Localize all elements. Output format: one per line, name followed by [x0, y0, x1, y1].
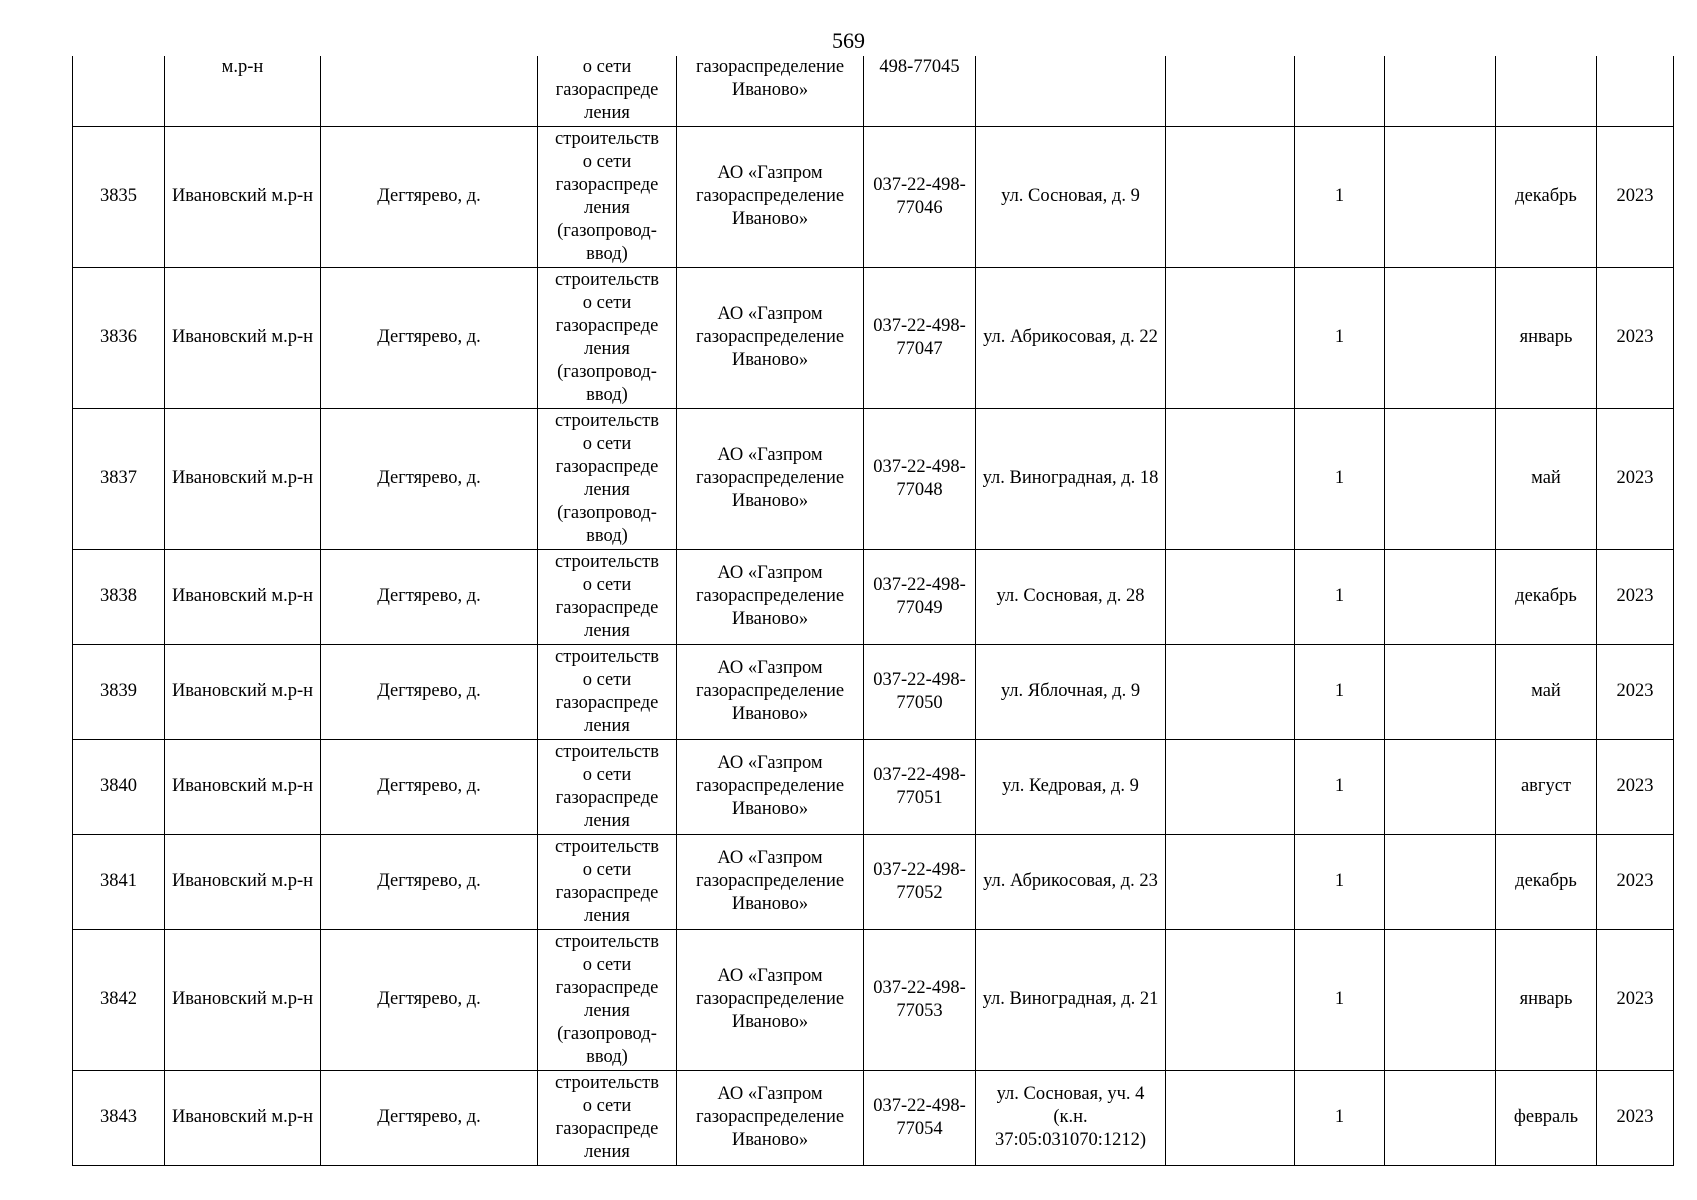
cell-work: строительств о сети газораспреде ления [538, 834, 677, 929]
cell-organization: АО «Газпром газораспределение Иваново» [677, 644, 864, 739]
cell-num: 3839 [73, 644, 165, 739]
cell-empty1 [1166, 126, 1295, 267]
cell-district: Ивановский м.р-н [165, 929, 321, 1070]
cell-code: 037-22-498-77046 [864, 126, 976, 267]
cell-district: Ивановский м.р-н [165, 739, 321, 834]
cell-empty2 [1385, 644, 1496, 739]
cell-count: 1 [1295, 644, 1385, 739]
cell-district: Ивановский м.р-н [165, 267, 321, 408]
cell-num: 3838 [73, 549, 165, 644]
cell-empty1 [1166, 267, 1295, 408]
cell-empty1 [1166, 739, 1295, 834]
cell-work: строительств о сети газораспреде ления [538, 1070, 677, 1165]
cell-organization: АО «Газпром газораспределение Иваново» [677, 1070, 864, 1165]
cell-code: 037-22-498-77047 [864, 267, 976, 408]
cell-empty1 [1166, 1070, 1295, 1165]
cell-month: май [1496, 408, 1597, 549]
cell-month: январь [1496, 929, 1597, 1070]
cell-count: 1 [1295, 549, 1385, 644]
cell-locality: Дегтярево, д. [321, 1070, 538, 1165]
cell-organization: АО «Газпром газораспределение Иваново» [677, 126, 864, 267]
cell-year: 2023 [1597, 126, 1674, 267]
cell-locality: Дегтярево, д. [321, 549, 538, 644]
cell-work: строительств о сети газораспреде ления (газопровод- ввод) [538, 408, 677, 549]
page-number: 569 [832, 28, 865, 53]
cell-code: 498-77045 [864, 56, 976, 126]
cell-empty1 [1166, 834, 1295, 929]
cell-address: ул. Сосновая, д. 9 [976, 126, 1166, 267]
cell-num: 3841 [73, 834, 165, 929]
cell-locality: Дегтярево, д. [321, 126, 538, 267]
cell-empty1 [1166, 929, 1295, 1070]
cell-address: ул. Виноградная, д. 18 [976, 408, 1166, 549]
cell-empty2 [1385, 267, 1496, 408]
cell-locality: Дегтярево, д. [321, 834, 538, 929]
cell-organization: АО «Газпром газораспределение Иваново» [677, 739, 864, 834]
cell-organization: АО «Газпром газораспределение Иваново» [677, 267, 864, 408]
cell-work: строительств о сети газораспреде ления (газопровод- ввод) [538, 126, 677, 267]
cell-num: 3842 [73, 929, 165, 1070]
cell-district: Ивановский м.р-н [165, 549, 321, 644]
cell-work: о сети газораспреде ления [538, 56, 677, 126]
cell-locality [321, 56, 538, 126]
cell-work: строительств о сети газораспреде ления [538, 739, 677, 834]
registry-table [72, 56, 1674, 1166]
cell-num: 3835 [73, 126, 165, 267]
cell-address: ул. Сосновая, д. 28 [976, 549, 1166, 644]
cell-organization: АО «Газпром газораспределение Иваново» [677, 834, 864, 929]
cell-empty2 [1385, 834, 1496, 929]
cell-code: 037-22-498-77051 [864, 739, 976, 834]
cell-year [1597, 56, 1674, 126]
cell-district: Ивановский м.р-н [165, 1070, 321, 1165]
cell-locality: Дегтярево, д. [321, 408, 538, 549]
cell-address [976, 56, 1166, 126]
cell-num: 3840 [73, 739, 165, 834]
cell-code: 037-22-498-77049 [864, 549, 976, 644]
cell-month: декабрь [1496, 126, 1597, 267]
cell-empty2 [1385, 929, 1496, 1070]
cell-empty1 [1166, 549, 1295, 644]
cell-empty2 [1385, 1070, 1496, 1165]
cell-year: 2023 [1597, 1070, 1674, 1165]
cell-num: 3837 [73, 408, 165, 549]
cell-num [73, 56, 165, 126]
cell-district: Ивановский м.р-н [165, 126, 321, 267]
cell-empty2 [1385, 408, 1496, 549]
cell-empty1 [1166, 56, 1295, 126]
cell-work: строительств о сети газораспреде ления [538, 549, 677, 644]
cell-month: август [1496, 739, 1597, 834]
cell-organization: газораспределение Иваново» [677, 56, 864, 126]
cell-empty2 [1385, 56, 1496, 126]
cell-work: строительств о сети газораспреде ления [538, 644, 677, 739]
cell-work: строительств о сети газораспреде ления (газопровод- ввод) [538, 267, 677, 408]
table-row [73, 126, 1674, 267]
cell-year: 2023 [1597, 834, 1674, 929]
cell-empty2 [1385, 549, 1496, 644]
cell-year: 2023 [1597, 739, 1674, 834]
cell-district: Ивановский м.р-н [165, 644, 321, 739]
cell-code: 037-22-498-77050 [864, 644, 976, 739]
cell-year: 2023 [1597, 644, 1674, 739]
cell-address: ул. Яблочная, д. 9 [976, 644, 1166, 739]
cell-empty2 [1385, 126, 1496, 267]
cell-code: 037-22-498-77048 [864, 408, 976, 549]
table-row [73, 644, 1674, 739]
cell-count: 1 [1295, 267, 1385, 408]
cell-empty1 [1166, 644, 1295, 739]
cell-count: 1 [1295, 929, 1385, 1070]
cell-month: декабрь [1496, 549, 1597, 644]
cell-year: 2023 [1597, 267, 1674, 408]
cell-count [1295, 56, 1385, 126]
cell-count: 1 [1295, 739, 1385, 834]
cell-num: 3836 [73, 267, 165, 408]
table-row [73, 929, 1674, 1070]
cell-month: декабрь [1496, 834, 1597, 929]
cell-address: ул. Абрикосовая, д. 23 [976, 834, 1166, 929]
cell-month: май [1496, 644, 1597, 739]
cell-organization: АО «Газпром газораспределение Иваново» [677, 549, 864, 644]
cell-year: 2023 [1597, 408, 1674, 549]
cell-count: 1 [1295, 1070, 1385, 1165]
cell-organization: АО «Газпром газораспределение Иваново» [677, 408, 864, 549]
cell-district: Ивановский м.р-н [165, 408, 321, 549]
cell-num: 3843 [73, 1070, 165, 1165]
table-row-continued [73, 56, 1674, 126]
cell-locality: Дегтярево, д. [321, 739, 538, 834]
cell-address: ул. Виноградная, д. 21 [976, 929, 1166, 1070]
cell-count: 1 [1295, 834, 1385, 929]
cell-month: январь [1496, 267, 1597, 408]
table-row [73, 834, 1674, 929]
cell-district: м.р-н [165, 56, 321, 126]
cell-month: февраль [1496, 1070, 1597, 1165]
cell-address: ул. Кедровая, д. 9 [976, 739, 1166, 834]
table-row [73, 408, 1674, 549]
cell-locality: Дегтярево, д. [321, 644, 538, 739]
table-row [73, 739, 1674, 834]
table-row [73, 267, 1674, 408]
cell-count: 1 [1295, 408, 1385, 549]
cell-work: строительств о сети газораспреде ления (газопровод- ввод) [538, 929, 677, 1070]
cell-empty1 [1166, 408, 1295, 549]
cell-locality: Дегтярево, д. [321, 267, 538, 408]
cell-code: 037-22-498-77054 [864, 1070, 976, 1165]
cell-year: 2023 [1597, 549, 1674, 644]
cell-address: ул. Сосновая, уч. 4 (к.н. 37:05:031070:1212) [976, 1070, 1166, 1165]
cell-empty2 [1385, 739, 1496, 834]
table-row [73, 549, 1674, 644]
table-row [73, 1070, 1674, 1165]
cell-locality: Дегтярево, д. [321, 929, 538, 1070]
cell-organization: АО «Газпром газораспределение Иваново» [677, 929, 864, 1070]
cell-count: 1 [1295, 126, 1385, 267]
cell-year: 2023 [1597, 929, 1674, 1070]
cell-code: 037-22-498-77052 [864, 834, 976, 929]
cell-district: Ивановский м.р-н [165, 834, 321, 929]
cell-address: ул. Абрикосовая, д. 22 [976, 267, 1166, 408]
cell-month [1496, 56, 1597, 126]
cell-code: 037-22-498-77053 [864, 929, 976, 1070]
